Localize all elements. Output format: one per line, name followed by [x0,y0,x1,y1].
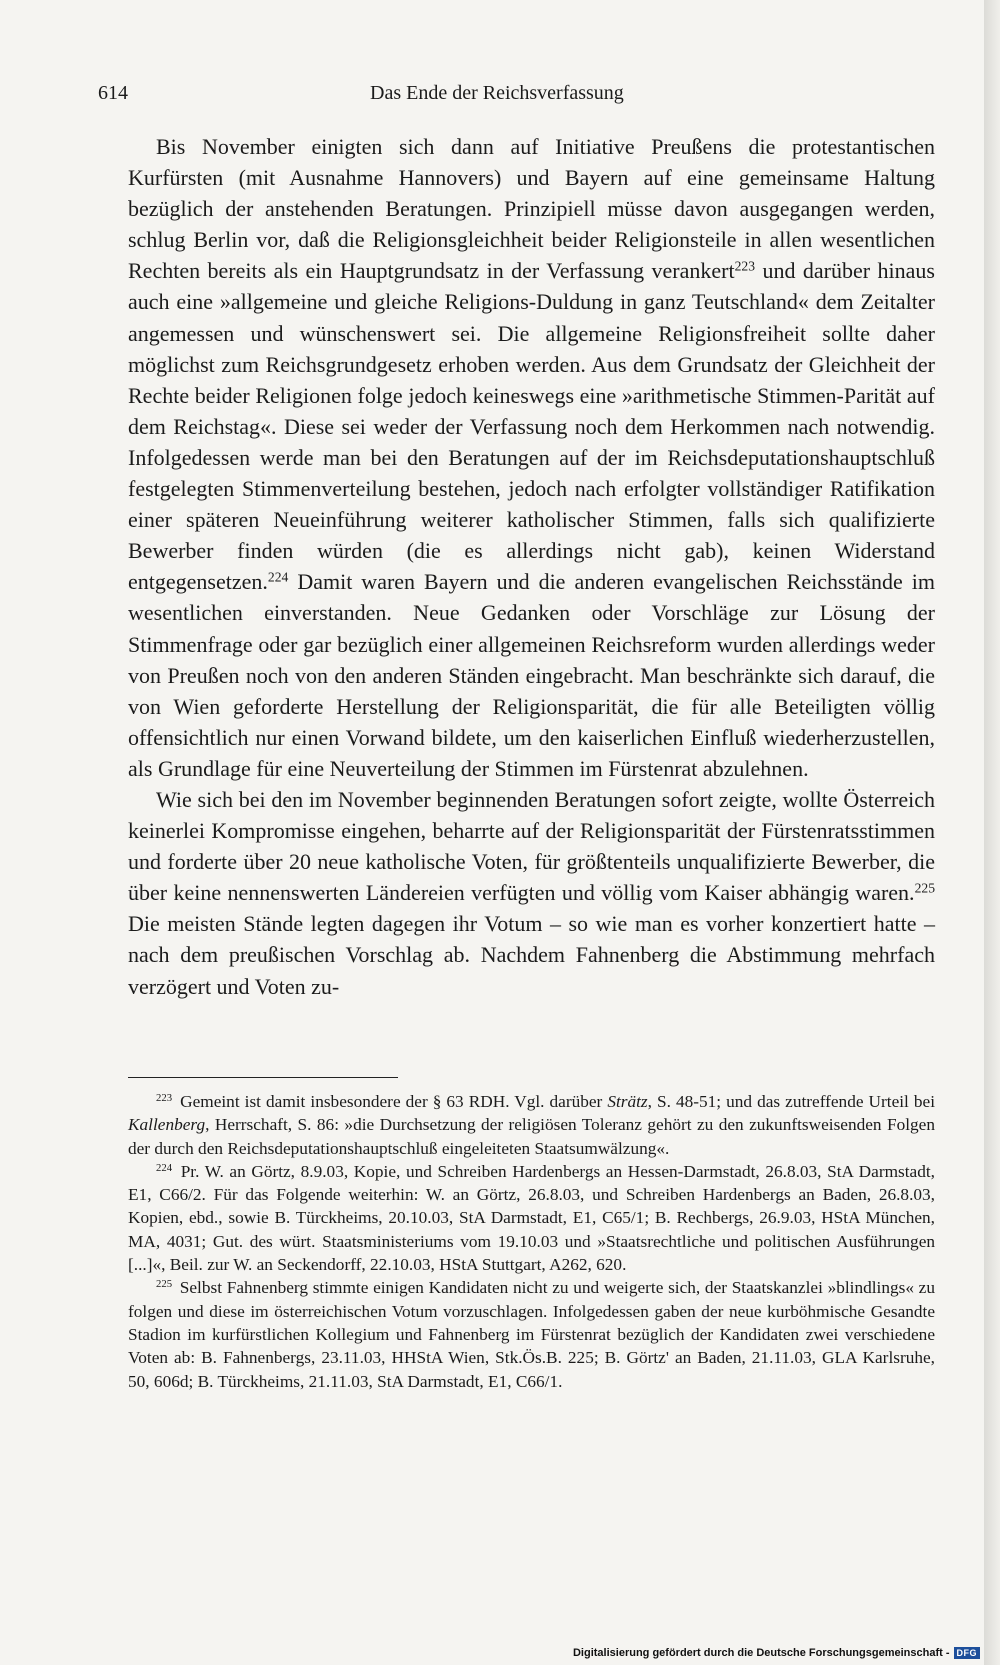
page-number: 614 [98,82,128,104]
running-head: Das Ende der Reichsverfassung [370,82,624,104]
footnote-223-author-straetz: Strätz [607,1092,648,1111]
digitization-footer [573,1647,980,1659]
footnote-ref-223: 223 [734,258,756,274]
footnote-225 [128,1276,935,1392]
page-gutter-shadow [984,0,1000,1665]
footnote-224-number: 224 [156,1162,173,1174]
paragraph-2-part-a: Wie sich bei den im November beginnenden Beratungen sofort zeigte, wollte Österreich keinerlei Kompromisse eingehen, beharrte auf der Religionsparität der Fürstenratsstimmen und forderte über 20 neue katholische Voten, für größtenteils unqualifizierte Bewerber, die über keine nennenswerten Ländereien verfügten und völlig vom Kaiser abhängig waren. [128,786,935,906]
footnote-223-text-2: , S. 48-51; und das zutreffende Urteil bei [647,1092,935,1111]
footnote-225-number: 225 [156,1278,173,1291]
paragraph-1-part-c: Damit waren Bayern und die anderen evangelischen Reichsstände im wesentlichen einverstanden. Neue Gedanken oder Vorschläge zur Lösung der Stimmenfrage oder gar bezüglich einer allgemeinen Reichsreform wurden allerdings weder von Preußen noch von den anderen Ständen eingebracht. Man beschränkte sich darauf, die von Wien geforderte Herstellung der Religionsparität, die für alle Beteiligten völlig offensichtlich nur einen Vorwand bildete, um den kaiserlichen Einfluß wiederherzustellen, als Grundlage für eine Neuverteilung der Stimmen im Fürstenrat abzulehnen. [128,569,935,781]
footnote-224 [128,1160,935,1276]
footnote-223-text-1: Gemeint ist damit insbesondere der § 63 RDH. Vgl. darüber [175,1092,608,1111]
digitization-text: Digitalisierung gefördert durch die Deutsche Forschungsgemeinschaft - [572,1647,950,1659]
paragraph-2 [128,784,935,1002]
paragraph-1-part-b: und darüber hinaus auch eine »allgemeine und gleiche Religions-Duldung in ganz Teutschland« dem Zeitalter angemessen und wünschenswert sei. Die allgemeine Religionsfreiheit sollte daher möglichst zum Reichsgrundgesetz erhoben werden. Aus dem Grundsatz der Gleichheit der Rechte beider Religionen folge jedoch keineswegs eine »arithmetische Stimmen-Parität auf dem Reichstag«. Diese sei weder der Verfassung noch dem Herkommen nach notwendig. Infolgedessen werde man bei den Beratungen auf der im Reichsdeputationshauptschluß festgelegten Stimmenverteilung bestehen, jedoch nach erfolgter vollständiger Ratifikation einer späteren Neueinführung weiterer katholischer Stimmen, falls sich qualifizierte Bewerber finden würden (die es allerdings nicht gab), keinen Widerstand entgegensetzen. [128,258,935,595]
footnote-223-author-kallenberg: Kallenberg [128,1115,206,1135]
footnote-separator [128,1077,398,1078]
main-text [128,131,935,1002]
paragraph-1 [128,131,935,784]
footnote-225-text: Selbst Fahnenberg stimmte einigen Kandidaten nicht zu und weigerte sich, der Staatskanzlei »blindlings« zu folgen und diese im österreichischen Votum vorzuschlagen. Infolgedessen gaben der neue kurböhmische Gesandte Stadion im kurfürstlichen Kollegium und Fahnenberg im Fürstenrat bezüglich der Kandidaten zwei verschiedene Voten ab: B. Fahnenbergs, 23.11.03, HHStA Wien, Stk.Ös.B. 225; B. Görtz' an Baden, 21.11.03, GLA Karlsruhe, 50, 606d; B. Türckheims, 21.11.03, StA Darmstadt, E1, C66/1. [128,1278,935,1391]
footnote-224-text: Pr. W. an Görtz, 8.9.03, Kopie, und Schreiben Hardenbergs an Hessen-Darmstadt, 26.8.03, StA Darmstadt, E1, C66/2. Für das Folgende weiterhin: W. an Görtz, 26.8.03, und Schreiben Hardenbergs an Baden, 26.8.03, Kopien, ebd., sowie B. Türckheims, 20.10.03, StA Darmstadt, E1, C65/1; B. Rechbergs, 26.9.03, HStA München, MA, 4031; Gut. des würt. Staatsministeriums vom 19.10.03 und »Staatsrechtliche und politischen Ausführungen [...]«, Beil. zur W. an Seckendorff, 22.10.03, HStA Stuttgart, A262, 620. [128,1161,935,1275]
dfg-logo: DFG [954,1647,981,1659]
footnotes [128,1090,935,1393]
paragraph-2-part-b: Die meisten Stände legten dagegen ihr Votum – so wie man es vorher konzertiert hatte – nach dem preußischen Vorschlag ab. Nachdem Fahnenberg die Abstimmung mehrfach verzögert und Voten zu- [128,911,935,999]
footnote-223-text-3: , Herrschaft, S. 86: »die Durchsetzung der religiösen Toleranz gehört zu den zukunftsweisenden Folgen der durch den Reichsdeputationshauptschluß eingeleiteten Staatsumwälzung«. [128,1115,935,1158]
paragraph-1-part-a: Bis November einigten sich dann auf Initiative Preußens die protestantischen Kurfürsten (mit Ausnahme Hannovers) und Bayern auf eine gemeinsame Haltung bezüglich der anstehenden Beratungen. Prinzipiell müsse davon ausgegangen werden, schlug Berlin vor, daß die Religionsgleichheit beider Religionsteile in allen wesentlichen Rechten bereits als ein Hauptgrundsatz in der Verfassung verankert [128,134,935,284]
footnote-223 [128,1090,935,1160]
footnote-ref-224: 224 [267,569,289,585]
footnote-223-number: 223 [156,1092,173,1105]
footnote-ref-225: 225 [914,880,935,896]
